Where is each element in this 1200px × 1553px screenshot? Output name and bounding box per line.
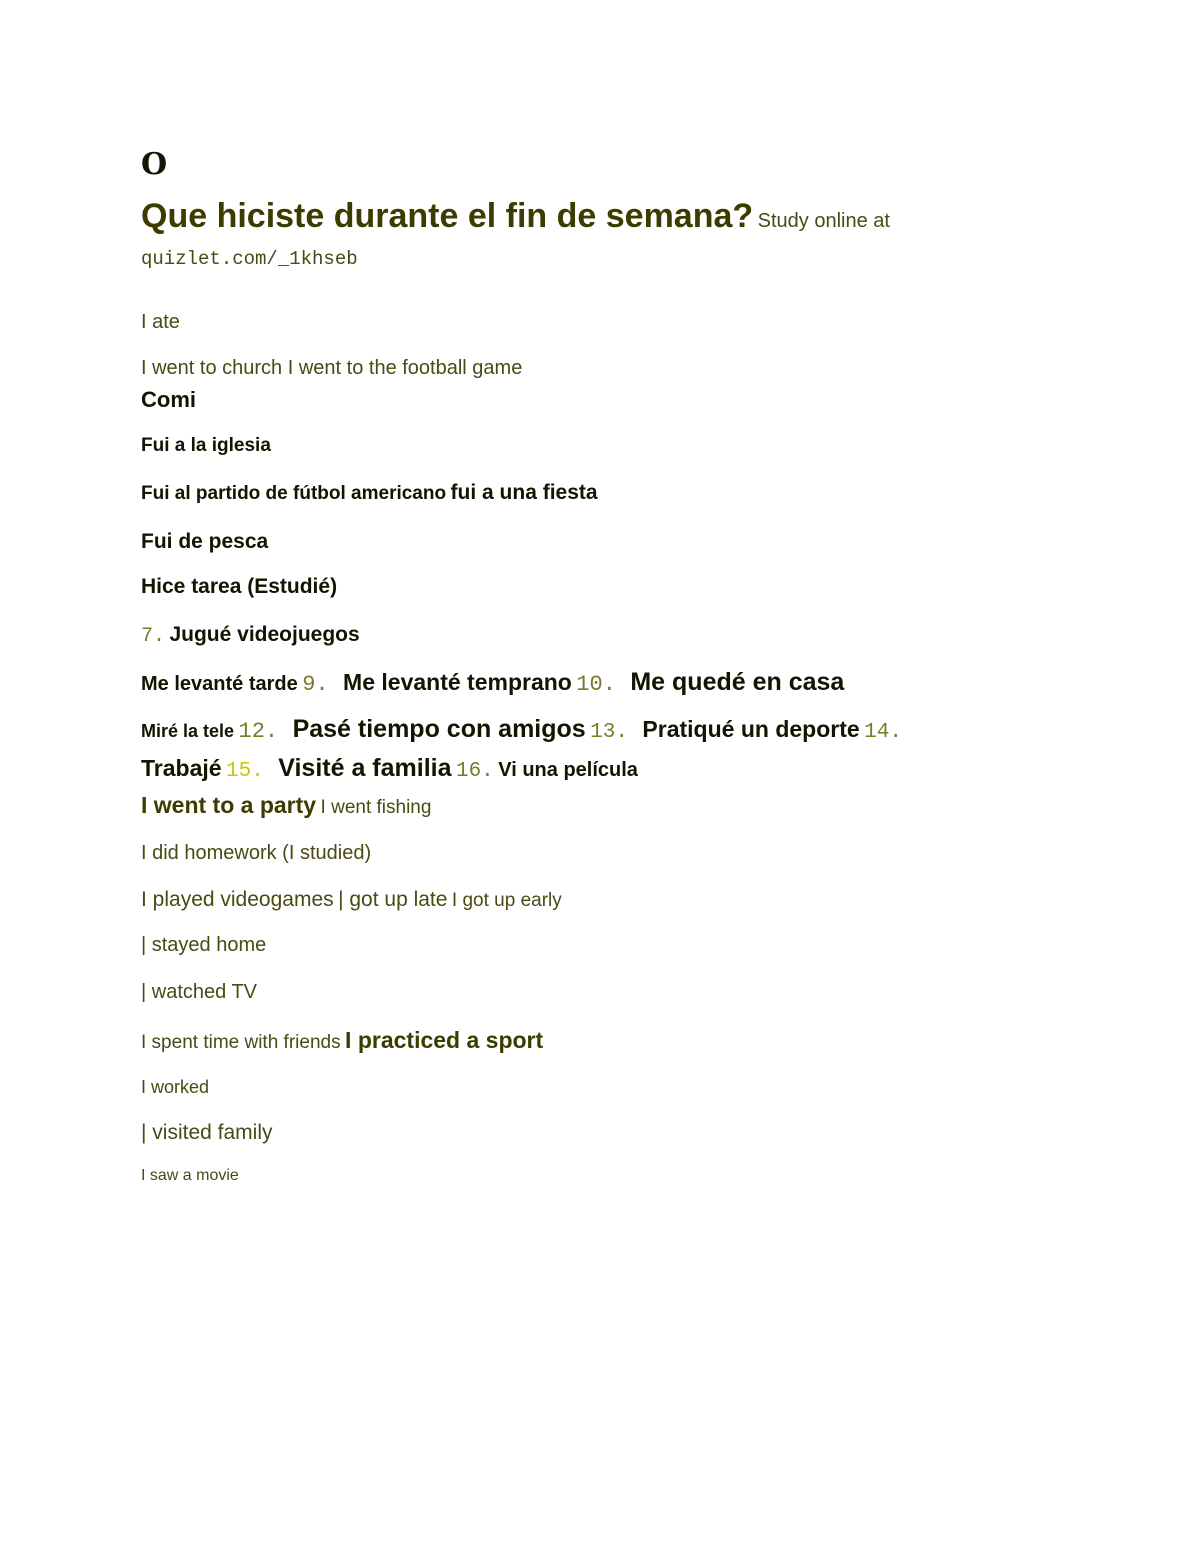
spanish-partido: Fui al partido de fútbol americano [141,483,447,504]
english-sport: I practiced a sport [345,1027,544,1053]
number-7: 7. [141,625,166,648]
english-home: | stayed home [141,934,267,956]
english-friends: I spent time with friends [141,1032,341,1053]
logo-mark: O [141,147,168,182]
spanish-pelicula: Vi una película [498,759,638,781]
videogames-line [141,889,562,910]
number-13: 13. [590,721,628,744]
english-movie: I saw a movie [141,1167,239,1184]
number-12: 12. [238,719,279,744]
spanish-pesca: Fui de pesca [141,530,269,553]
spanish-comi: Comi [141,387,196,412]
videojuegos-line [141,624,360,647]
number-9: 9. [302,672,329,697]
study-prefix: Study online at [757,210,890,232]
spanish-casa: Me quedé en casa [630,668,845,696]
spanish-videojuegos: Jugué videojuegos [169,623,360,646]
number-15: 15. [226,760,264,783]
friends-sport-line [141,1029,543,1052]
spanish-tele: Miré la tele [141,721,235,741]
english-family: | visited family [141,1121,273,1144]
english-early: I got up early [451,890,562,911]
number-14: 14. [864,721,902,744]
spanish-iglesia: Fui a la iglesia [141,435,271,456]
trabaje-line [141,756,638,782]
party-line [141,794,431,817]
english-homework: I did homework (I studied) [141,842,372,864]
english-videogames: I played videogames [141,888,334,911]
partido-fiesta-line [141,482,598,503]
spanish-tarde: Me levanté tarde [141,673,298,695]
page-title: Que hiciste durante el fin de semana? [141,197,754,235]
spanish-amigos: Pasé tiempo con amigos [292,715,586,743]
spanish-temprano: Me levanté temprano [343,669,572,695]
english-worked: I worked [141,1077,210,1097]
study-url: quizlet.com/_1khseb [141,248,358,270]
spanish-tarea: Hice tarea (Estudié) [141,575,338,598]
english-tv: | watched TV [141,981,257,1003]
spanish-fiesta: fui a una fiesta [450,481,598,504]
number-10: 10. [576,672,616,697]
levante-line [141,670,844,696]
spanish-deporte: Pratiqué un deporte [642,716,860,742]
tele-line [141,717,902,743]
english-i-ate: I ate [141,311,180,333]
spanish-trabaje: Trabajé [141,755,222,781]
number-16: 16. [455,760,494,783]
spanish-familia: Visité a familia [278,754,452,782]
english-party: I went to a party [141,792,317,818]
english-fishing: I went fishing [320,797,432,818]
title-line [141,199,890,233]
english-late: | got up late [338,888,448,911]
english-church-football: I went to church I went to the football game [141,357,523,379]
